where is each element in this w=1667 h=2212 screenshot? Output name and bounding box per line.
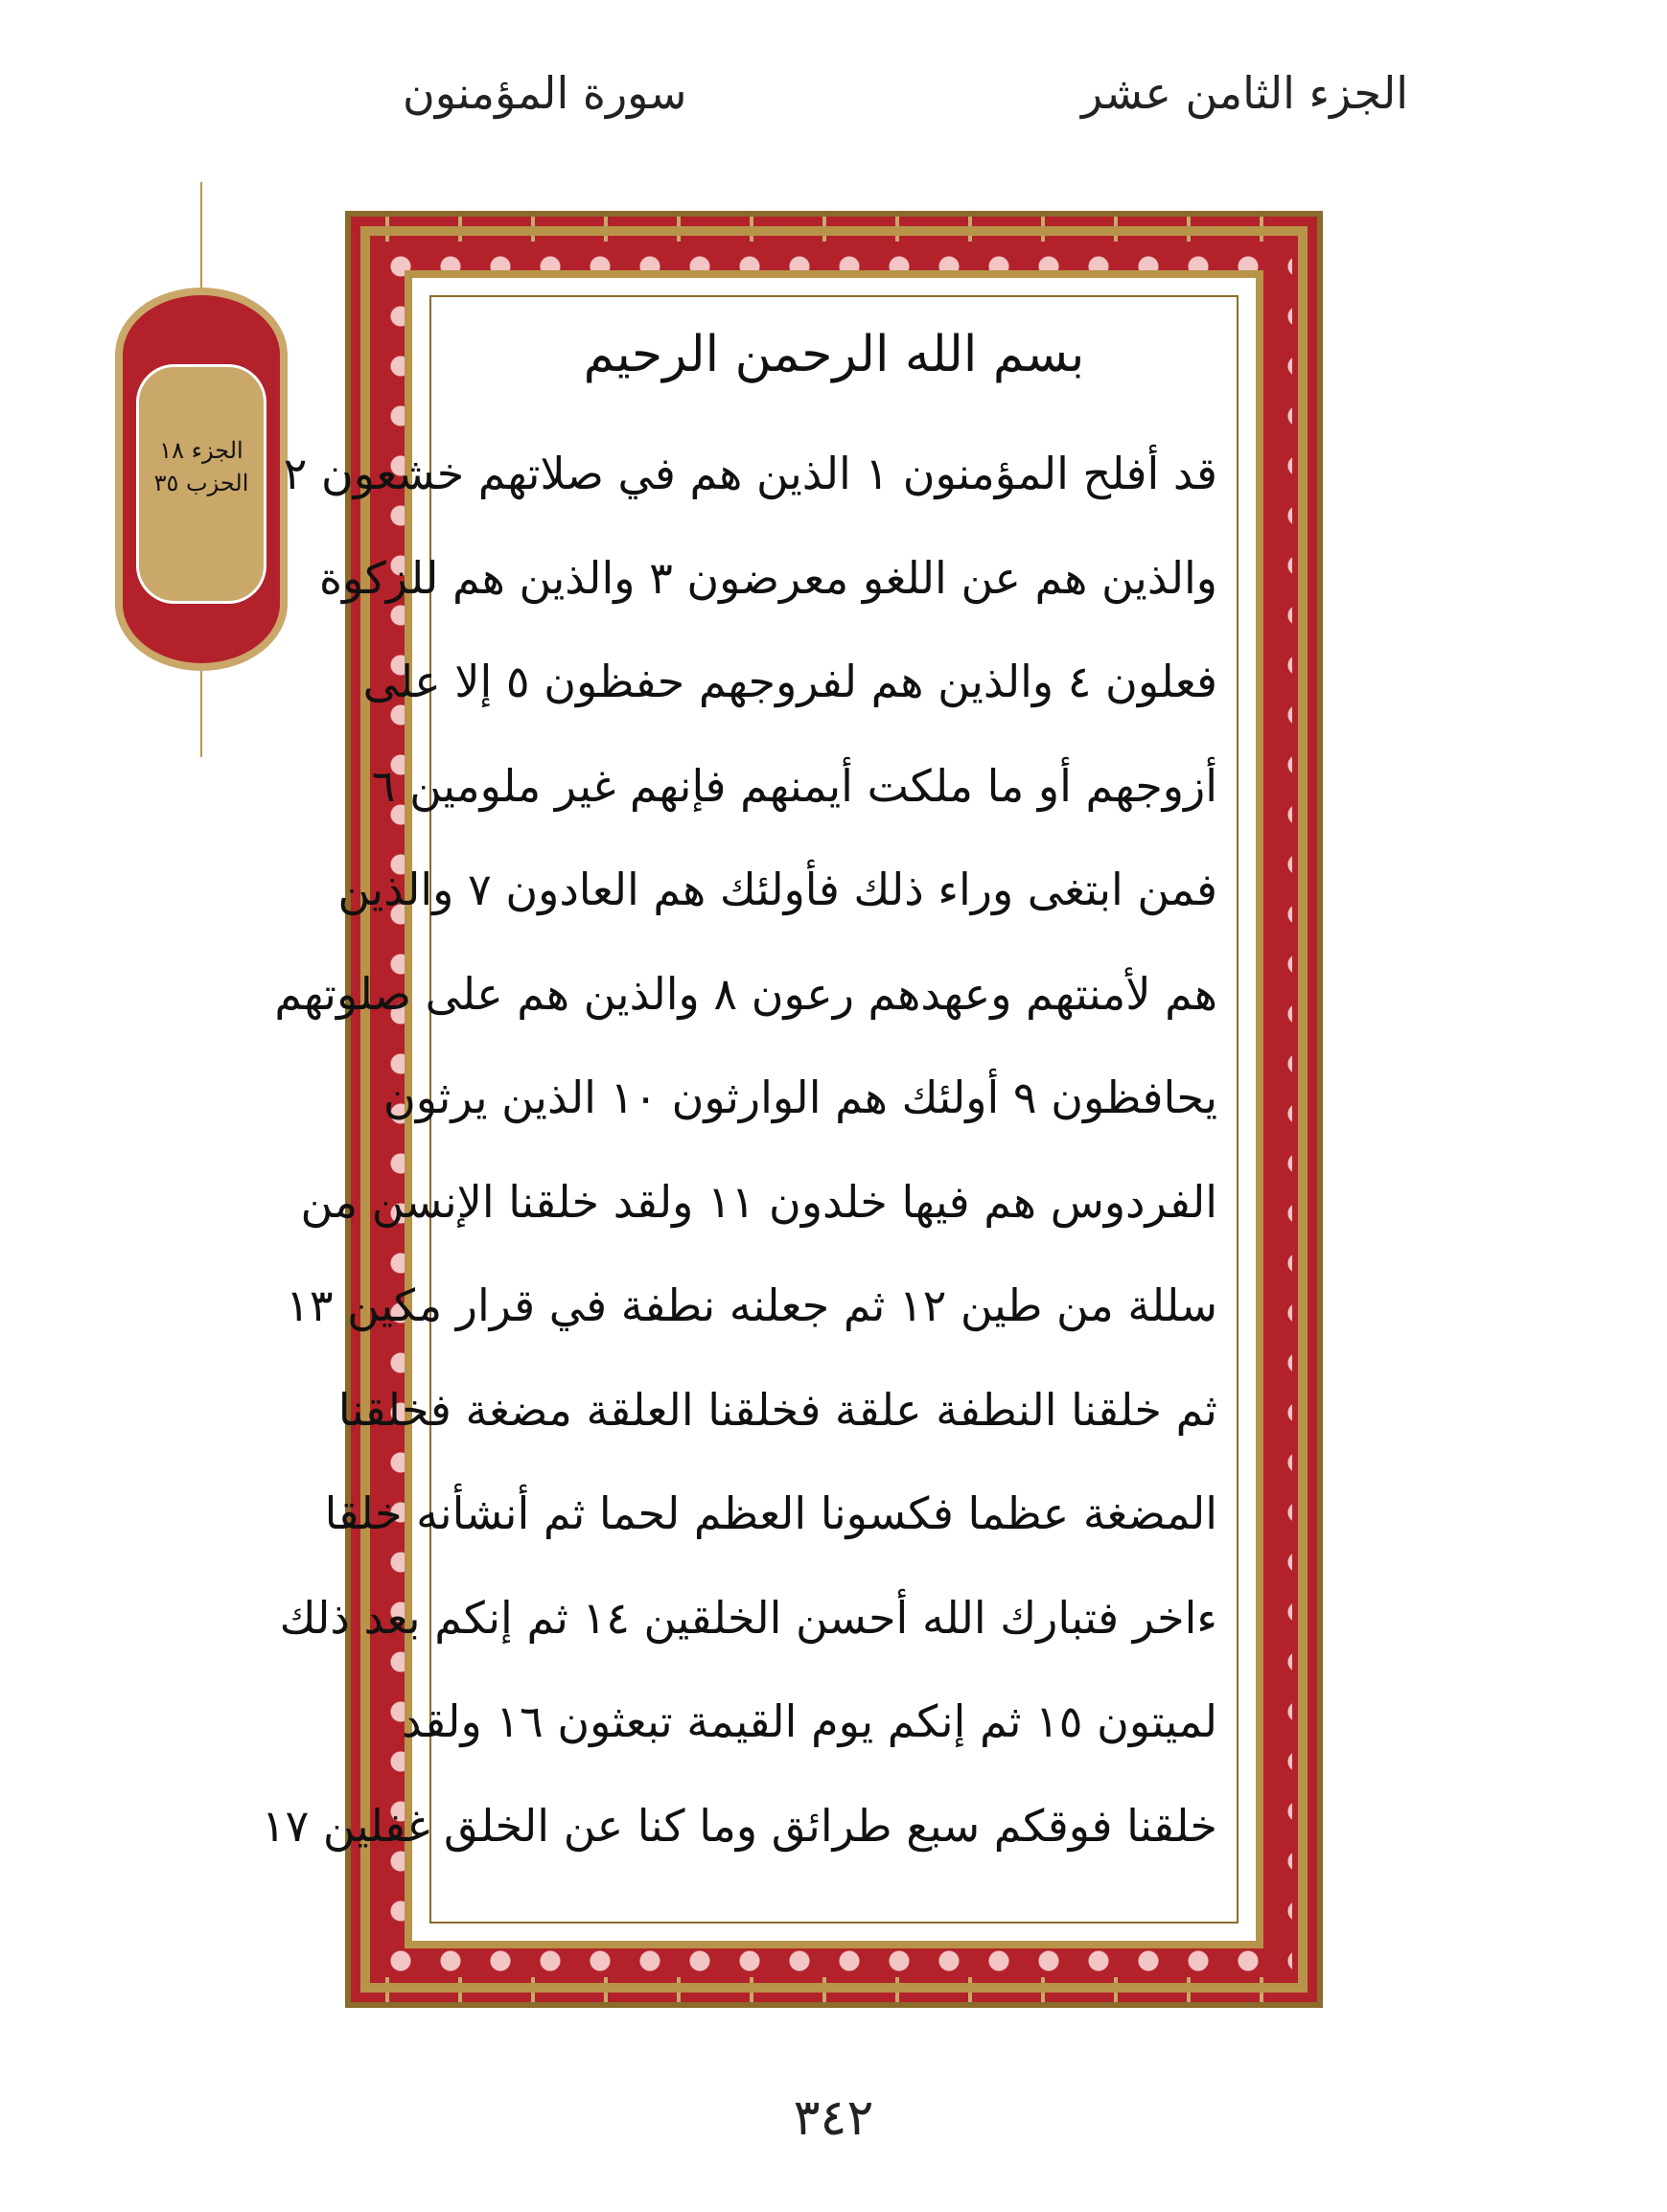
- text-line: أزوجهم أو ما ملكت أيمنهم فإنهم غير ملومين ٦: [371, 759, 1217, 812]
- text-line: ثم خلقنا النطفة علقة فخلقنا العلقة مضغة فخلقنا: [337, 1383, 1217, 1436]
- verse-lines: [261, 422, 1217, 1878]
- text-line: قد أفلح المؤمنون ١ الذين هم في صلاتهم خشعون ٢: [283, 448, 1217, 499]
- medallion-top-ornament: [200, 182, 202, 288]
- juz-marker-label: الجزء ١٨: [159, 437, 243, 464]
- hizb-marker-label: الحزب ٣٥: [153, 470, 249, 496]
- text-line: فمن ابتغى وراء ذلك فأولئك هم العادون ٧ والذين: [337, 864, 1217, 915]
- text-line: فعلون ٤ والذين هم لفروجهم حفظون ٥ إلا على: [362, 656, 1217, 707]
- bismillah: بسم الله الرحمن الرحيم: [583, 326, 1085, 383]
- text-line: سللة من طين ١٢ ثم جعلنه نطفة في قرار مكين ١٣: [286, 1279, 1217, 1331]
- text-line: يحافظون ٩ أولئك هم الوارثون ١٠ الذين يرثون: [382, 1071, 1217, 1123]
- text-line: الفردوس هم فيها خلدون ١١ ولقد خلقنا الإنسن من: [300, 1175, 1217, 1228]
- text-line: ءاخر فتبارك الله أحسن الخلقين ١٤ ثم إنكم بعد ذلك: [279, 1591, 1217, 1644]
- medallion-bottom-ornament: [200, 671, 202, 757]
- text-line: والذين هم عن اللغو معرضون ٣ والذين هم للزكوة: [318, 551, 1217, 604]
- text-line: لميتون ١٥ ثم إنكم يوم القيمة تبعثون ١٦ ولقد: [402, 1695, 1217, 1747]
- juz-title: الجزء الثامن عشر: [1081, 67, 1408, 119]
- hizb-marker: [136, 364, 266, 604]
- page-number: ٣٤٢: [793, 2089, 874, 2147]
- text-line: المضغة عظما فكسونا العظم لحما ثم أنشأنه خلقا: [324, 1487, 1217, 1539]
- text-line: هم لأمنتهم وعهدهم رعون ٨ والذين هم على صلوتهم: [274, 967, 1217, 1020]
- surah-title: سورة المؤمنون: [403, 67, 687, 119]
- text-line: خلقنا فوقكم سبع طرائق وما كنا عن الخلق غفلين ١٧: [261, 1799, 1217, 1852]
